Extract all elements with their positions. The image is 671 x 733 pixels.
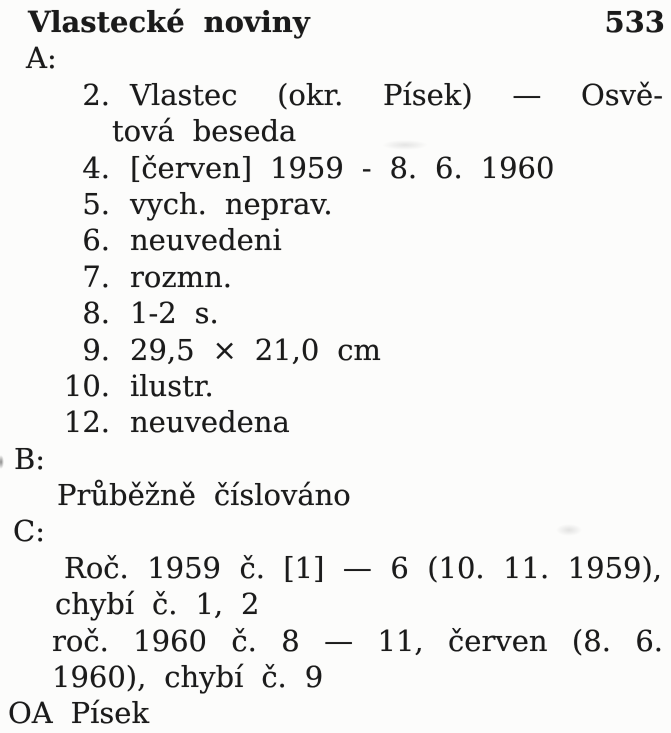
item-text: 29,5 × 21,0 cm <box>130 332 381 367</box>
item-number: 5. <box>82 186 110 221</box>
page-number: 533 <box>604 5 665 39</box>
list-item <box>0 295 671 331</box>
item-text: ilustr. <box>130 368 214 403</box>
list-item <box>0 186 671 222</box>
item-number: 6. <box>82 223 110 258</box>
list-item <box>0 404 671 440</box>
list-item <box>0 150 671 186</box>
item-text: [červen] 1959 - 8. 6. 1960 <box>130 150 555 185</box>
entry-header <box>28 4 665 40</box>
holdings-line-1: Roč. 1959 č. [1] — 6 (10. 11. 1959), <box>64 550 662 585</box>
list-item <box>0 259 671 295</box>
item-text: 1-2 s. <box>130 296 219 331</box>
item-number: 9. <box>82 332 110 367</box>
section-b-label: B: <box>14 441 46 476</box>
holdings-line-2: chybí č. 1, 2 <box>55 587 260 622</box>
entry-title: Vlastecké noviny <box>28 5 310 39</box>
item-number: 4. <box>82 150 110 185</box>
item-number: 12. <box>63 405 110 440</box>
list-item <box>0 332 671 368</box>
item-number: 10. <box>63 368 110 403</box>
item-text: rozmn. <box>130 259 232 294</box>
list-item <box>0 77 671 113</box>
holdings-line-4: 1960), chybí č. 9 <box>52 660 324 695</box>
archive-location: OA Písek <box>8 696 150 731</box>
item-text: vych. neprav. <box>130 186 333 221</box>
item-number: 8. <box>82 296 110 331</box>
scan-artifact <box>0 455 4 469</box>
item-number: 7. <box>82 259 110 294</box>
item-continuation: tová beseda <box>112 114 297 149</box>
list-item <box>0 368 671 404</box>
item-number: 2. <box>82 77 110 112</box>
item-text: Vlastec (okr. Písek) — Osvě- <box>130 77 663 112</box>
item-text: neuvedeni <box>130 223 282 258</box>
section-c-label: C: <box>13 514 45 549</box>
section-a-label: A: <box>26 41 57 76</box>
item-text: neuvedena <box>130 405 290 440</box>
holdings-line-3: roč. 1960 č. 8 — 11, červen (8. 6. <box>52 623 663 658</box>
list-item <box>0 222 671 258</box>
numbering-note: Průběžně číslováno <box>57 478 351 513</box>
